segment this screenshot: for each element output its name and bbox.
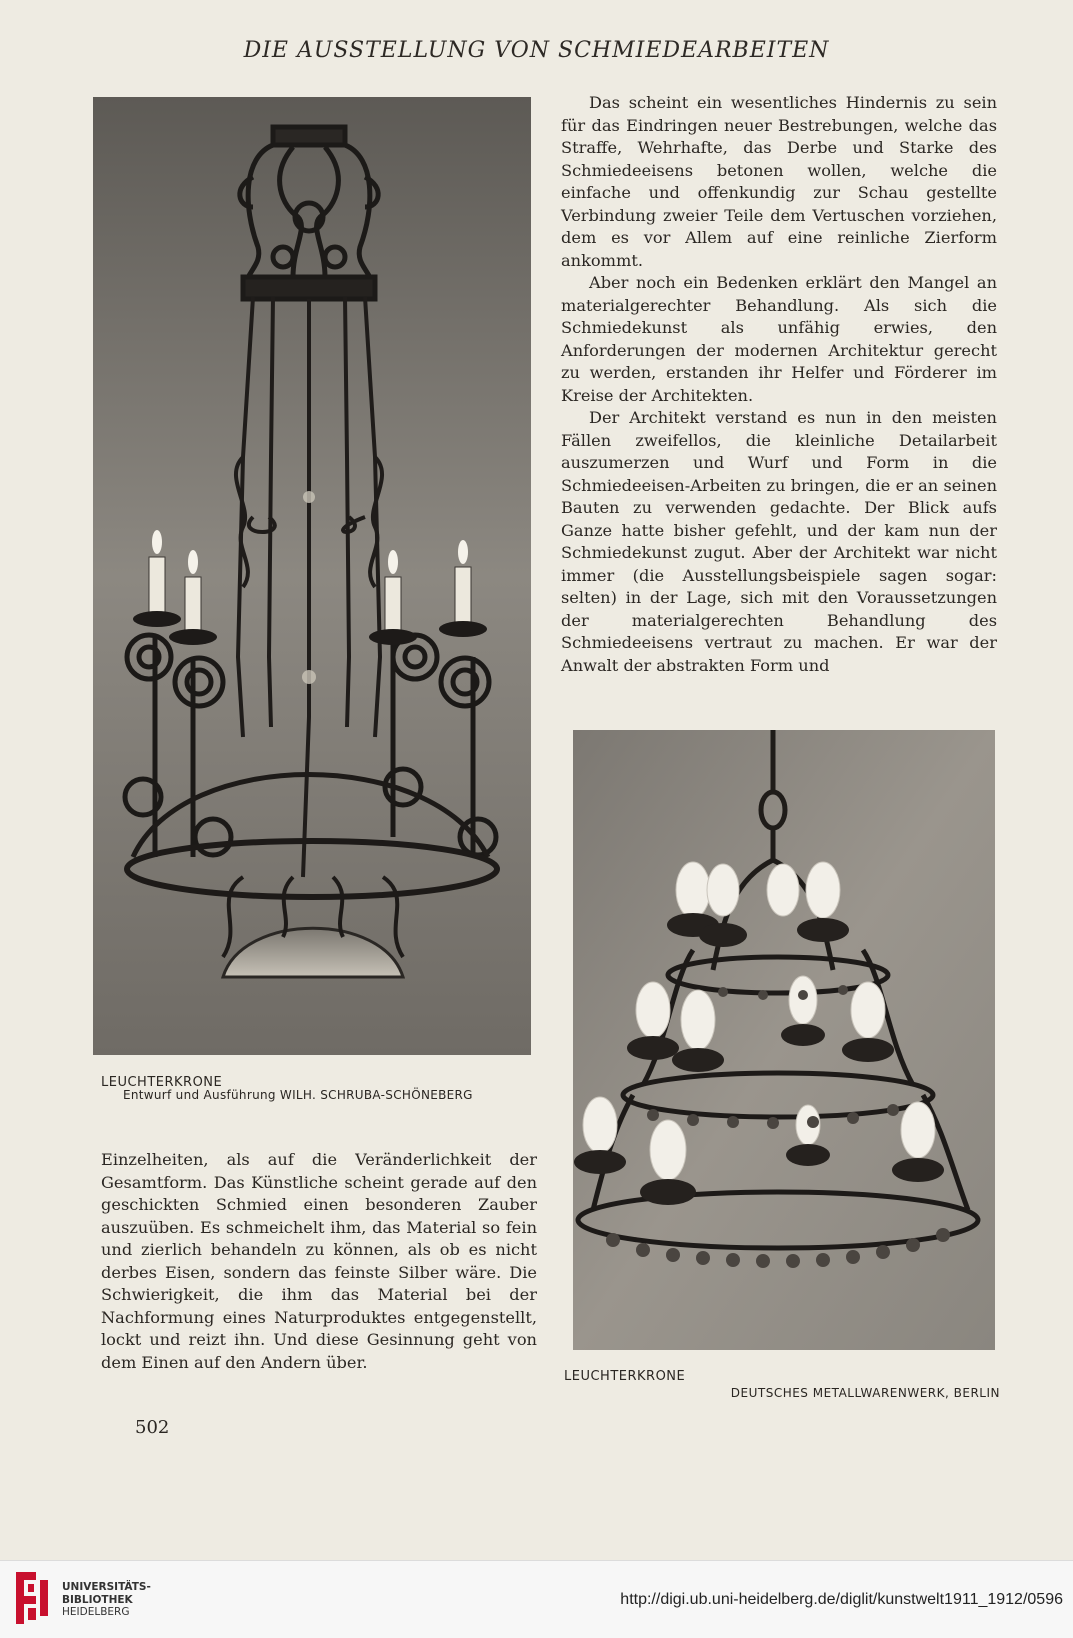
permalink-url[interactable]: http://digi.ub.uni-heidelberg.de/diglit/kunstwelt1911_1912/0596 — [620, 1591, 1063, 1608]
university-library-logo-icon — [12, 1568, 52, 1628]
figure-left-caption-title: LEUCHTERKRONE — [101, 1075, 223, 1090]
body-text-right-column — [561, 92, 997, 677]
library-name-line: UNIVERSITÄTS- — [62, 1581, 151, 1593]
paragraph: Der Architekt verstand es nun in den meisten Fällen zweifellos, die kleinliche Detailarbeit auszumerzen und Wurf und Form in die Schmiedeeisen-Arbeiten zu bringen, die er an seinen Bauten zu verwenden gedachte. Der Blick aufs Ganze hatte bisher gefehlt, und der kam nun der Schmiedekunst zugut. Aber der Architekt war nicht immer (die Ausstellungsbeispiele sagen sogar: selten) in der Lage, sich mit den Voraussetzungen der materialgerechten Behandlung des Schmiedeeisens vertraut zu machen. Er war der Anwalt der abstrakten Form und — [561, 408, 997, 675]
paragraph: Das scheint ein wesentliches Hindernis zu sein für das Eindringen neuer Bestrebungen, welche das Straffe, Wehrhafte, das Derbe und Starke des Schmiedeeisens betonen wollen, welche die einfache und offenkundig zur Schau gestellte Verbindung zweier Teile dem Vertuschen vorziehen, dem es vor Allem auf eine reinliche Zierform ankommt. — [561, 93, 997, 270]
figure-right-caption-title: LEUCHTERKRONE — [564, 1369, 686, 1384]
library-name-line: BIBLIOTHEK — [62, 1593, 133, 1606]
library-name-line: HEIDELBERG — [62, 1606, 130, 1618]
paragraph: Aber noch ein Bedenken erklärt den Mangel an materialgerechter Behandlung. Als sich die Schmiedekunst als unfähig erwies, den Anforderungen der modernen Architektur gerecht zu werden, erstanden ihr Helfer und Förderer im Kreise der Architekten. — [561, 273, 997, 405]
page-number: 502 — [135, 1417, 170, 1438]
figure-left-caption-credit: Entwurf und Ausführung WILH. SCHRUBA-SCHÖNEBERG — [123, 1088, 473, 1102]
library-footer — [0, 1560, 1073, 1638]
chandelier-photo-right — [573, 730, 995, 1350]
running-header: DIE AUSSTELLUNG VON SCHMIEDEARBEITEN — [243, 38, 830, 63]
chandelier-photo-left — [93, 97, 531, 1055]
body-text-left-column — [101, 1149, 537, 1374]
library-name — [62, 1581, 151, 1619]
paragraph: Einzelheiten, als auf die Veränderlichkeit der Gesamtform. Das Künstliche scheint gerade auf den geschickten Schmied einen besonderen Zauber auszuüben. Es schmeichelt ihm, das Material so fein und zierlich behandeln zu können, als ob es nicht derbes Eisen, sondern das feinste Silber wäre. Die Schwierigkeit, die ihm das Material bei der Nachformung eines Naturproduktes entgegenstellt, lockt und reizt ihn. Und diese Gesinnung geht von dem Einen auf den Andern über. — [101, 1150, 537, 1372]
figure-right-caption-credit: DEUTSCHES METALLWARENWERK, BERLIN — [730, 1386, 1000, 1400]
